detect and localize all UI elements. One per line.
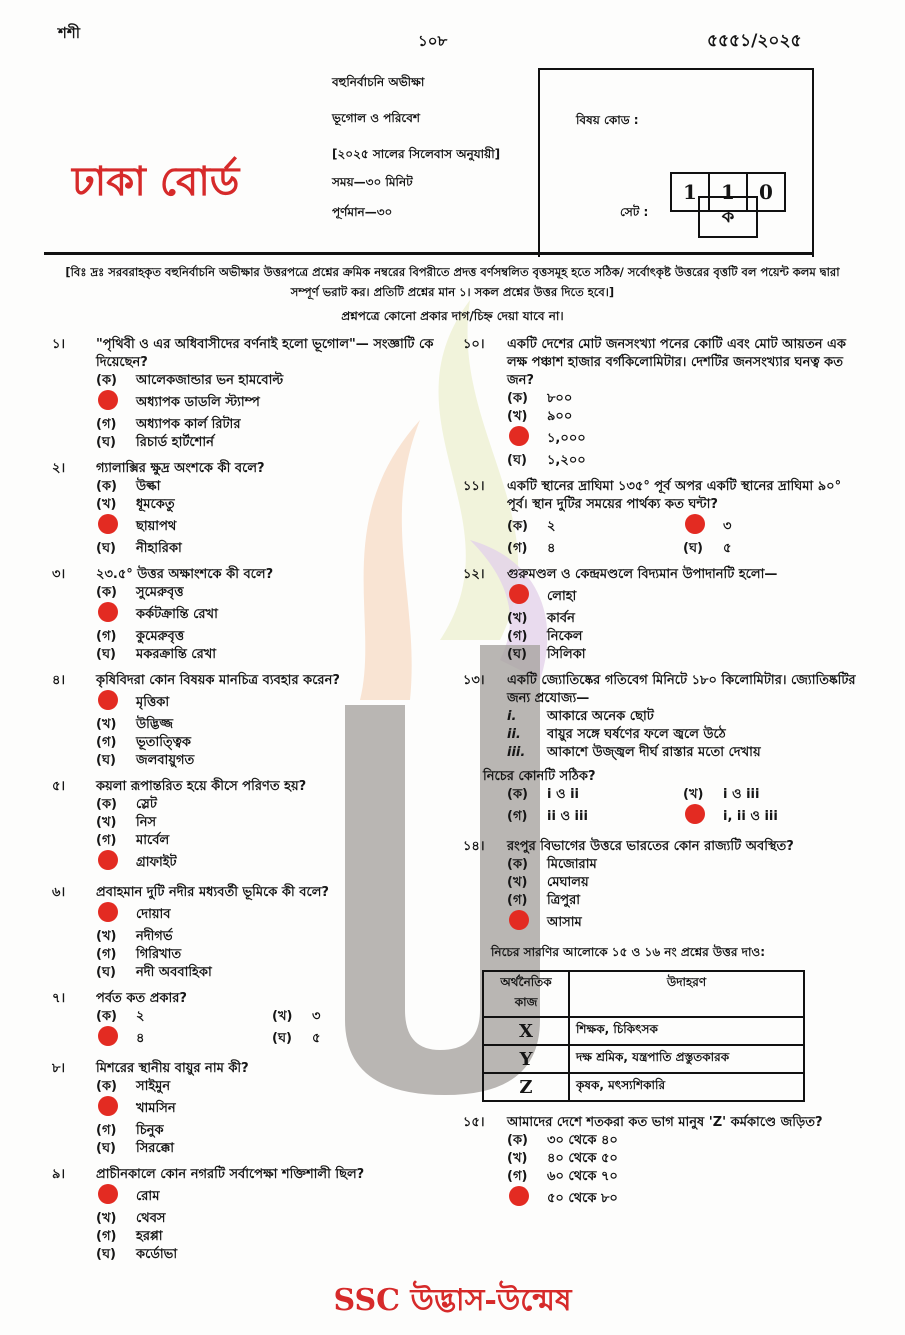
answer-option[interactable] [507,610,861,628]
option-text: ৫০ থেকে ৮০ [547,1191,618,1206]
option-text: ৩ [312,1009,321,1024]
table-header: উদাহরণ [569,971,804,1017]
answer-option[interactable] [507,646,861,664]
question-13 [463,672,861,830]
answer-option[interactable] [96,602,450,628]
answer-option[interactable] [507,514,683,540]
option-text: গ্রাফাইট [136,855,177,870]
answer-option[interactable] [683,540,853,558]
question-number: ১২। [463,567,485,582]
option-text: রিচার্ড হার্টশোর্ন [136,435,214,450]
subject-name: ভূগোল ও পরিবেশ [332,111,421,125]
answer-option[interactable] [507,390,861,408]
option-text: মৃত্তিকা [136,695,170,710]
option-text: ২ [136,1009,145,1024]
question-columns [0,336,905,1272]
answer-option[interactable] [96,372,450,390]
answer-option[interactable] [96,1026,272,1052]
option-text: মিজোরাম [547,857,597,872]
board-title: ঢাকা বোর্ড [72,159,240,205]
question-15 [463,1114,861,1212]
option-text: উদ্ভিজ্জ [136,717,174,732]
option-text: সিলিকা [547,647,586,662]
option-text: আলেকজান্ডার ভন হামবোল্ট [136,373,284,388]
option-text: ২ [547,519,556,534]
answer-option[interactable] [96,628,450,646]
answer-option[interactable] [683,804,853,830]
table-cell: Z [483,1073,569,1101]
option-label[interactable]: (গ) [96,947,117,962]
table-cell: দক্ষ শ্রমিক, যন্ত্রপাতি প্রস্তুতকারক [569,1045,804,1073]
answer-option[interactable] [507,408,861,426]
question-number: ৫। [52,779,66,794]
filled-answer-bubble-icon[interactable] [96,1184,136,1210]
option-text: নদী অববাহিকা [136,965,212,980]
answer-option[interactable] [507,1168,861,1186]
filled-answer-bubble-icon[interactable] [507,1186,547,1212]
answer-option[interactable] [96,514,450,540]
filled-answer-bubble-icon[interactable] [683,804,723,830]
answer-option[interactable] [96,1184,450,1210]
answer-option[interactable] [507,426,861,452]
notice: প্রশ্নপত্রে কোনো প্রকার দাগ/চিহ্ন দেয়া যাবে না। [341,309,564,323]
answer-option[interactable] [507,628,861,646]
page-number: ১০৮ [418,32,448,50]
filled-answer-bubble-icon[interactable] [507,910,547,936]
syllabus-note: [২০২৫ সালের সিলেবাস অনুযায়ী] [332,147,501,161]
option-label[interactable]: (গ) [96,833,117,848]
header-code: ৫৫৫১/২০২৫ [707,31,802,51]
option-label[interactable]: (গ) [96,629,117,644]
option-text: ধূমকেতু [136,497,175,512]
answer-option[interactable] [507,1150,861,1168]
option-label[interactable]: (ক) [507,1133,528,1148]
question-1 [52,336,450,452]
answer-option[interactable] [96,646,450,664]
option-label[interactable]: (ক) [96,1079,117,1094]
filled-answer-bubble-icon[interactable] [96,850,136,876]
option-text: i ও iii [723,787,760,802]
answer-option[interactable] [96,496,450,514]
option-text: ৩০ থেকে ৪০ [547,1133,618,1148]
option-label[interactable]: (ঘ) [96,1141,116,1156]
option-label[interactable]: (ঘ) [507,647,527,662]
question-4 [52,672,450,770]
question-11 [463,478,861,558]
option-text: i ও ii [547,787,579,802]
answer-option[interactable] [507,584,861,610]
question-text: রংপুর বিভাগের উত্তরে ভারতের কোন রাজ্যটি অবস্থিত? [507,839,794,854]
answer-option[interactable] [507,910,861,936]
question-number: ১৫। [463,1115,485,1130]
filled-answer-bubble-icon[interactable] [96,390,136,416]
option-text: অধ্যাপক কার্ল রিটার [136,417,241,432]
question-text: গ্যালাক্সির ক্ষুদ্র অংশকে কী বলে? [96,461,265,476]
statement-text: আকাশে উজ্জ্বল দীর্ঘ রাস্তার মতো দেখায় [547,745,761,760]
option-text: ৪০ থেকে ৫০ [547,1151,618,1166]
subject-code-digit: 1 [708,172,748,212]
question-text: "পৃথিবী ও এর অধিবাসীদের বর্ণনাই হলো ভূগোল"— সংজ্ঞাটি কে দিয়েছেন? [96,337,434,370]
option-label[interactable]: (ক) [96,797,117,812]
option-text: আসাম [547,915,582,930]
option-text: নিকেল [547,629,583,644]
answer-option[interactable] [507,856,861,874]
answer-option[interactable] [96,434,450,452]
answer-option[interactable] [96,1246,450,1264]
option-label[interactable]: (ক) [507,857,528,872]
answer-option[interactable] [96,478,450,496]
answer-option[interactable] [96,390,450,416]
question-number: ১৩। [463,673,485,688]
answer-option[interactable] [96,1008,272,1026]
answer-option[interactable] [96,690,450,716]
option-text: i, ii ও iii [723,809,778,824]
filled-answer-bubble-icon[interactable] [683,514,723,540]
answer-option[interactable] [507,786,683,804]
option-text: হরপ্পা [136,1229,163,1244]
answer-option[interactable] [272,1026,442,1052]
table-cell: Y [483,1045,569,1073]
option-text: সাইমুন [136,1079,171,1094]
question-12 [463,566,861,664]
option-text: খামসিন [136,1101,176,1116]
answer-option[interactable] [96,964,450,982]
answer-option[interactable] [507,1132,861,1150]
options-grid [507,514,861,558]
question-text: কয়লা রূপান্তরিত হয়ে কীসে পরিণত হয়? [96,779,307,794]
question-number: ৩। [52,567,66,582]
option-text: ৮০০ [547,391,573,406]
question-number: ৬। [52,885,66,900]
answer-option[interactable] [272,1008,442,1026]
option-text: জলবায়ুগত [136,753,195,768]
option-text: নীহারিকা [136,541,182,556]
table-header: অর্থনৈতিক কাজ [483,971,569,1017]
option-label[interactable]: (খ) [683,787,704,802]
answer-option[interactable] [96,832,450,850]
option-label[interactable]: (গ) [507,809,528,824]
sub-question: নিচের কোনটি সঠিক? [483,769,596,784]
answer-option[interactable] [96,1122,450,1140]
answer-option[interactable] [683,786,853,804]
option-text: ছায়াপথ [136,519,177,534]
option-label[interactable]: (গ) [507,541,528,556]
answer-option[interactable] [507,804,683,830]
option-label[interactable]: (ঘ) [507,453,527,468]
option-text: নদীগর্ভ [136,929,173,944]
question-5 [52,778,450,876]
option-text: ৪ [136,1031,145,1046]
table-cell: কৃষক, মৎস্যশিকারি [569,1073,804,1101]
answer-option[interactable] [96,928,450,946]
table-row [483,1045,804,1073]
question-text: একটি স্থানের দ্রাঘিমা ১৩৫° পূর্ব অপর একটি স্থানের দ্রাঘিমা ৯০° পূর্ব। স্থান দুটির সময়ের পার্থক্য কত ঘন্টা? [507,479,842,512]
answer-option[interactable] [96,1096,450,1122]
option-text: ৬০ থেকে ৭০ [547,1169,618,1184]
exam-type: বহুনির্বাচনি অভীক্ষা [332,75,425,89]
question-text: মিশরের স্থানীয় বায়ুর নাম কী? [96,1061,249,1076]
answer-option[interactable] [96,584,450,602]
option-label[interactable]: (খ) [507,875,528,890]
filled-answer-bubble-icon[interactable] [96,1096,136,1122]
option-label[interactable]: (খ) [96,815,117,830]
option-label[interactable]: (ক) [507,787,528,802]
answer-option[interactable] [96,1228,450,1246]
option-text: মার্বেল [136,833,170,848]
answer-option[interactable] [96,734,450,752]
option-label[interactable]: (গ) [507,1169,528,1184]
instructions: [বিঃ দ্রঃ সরবরাহকৃত বহুনির্বাচনি অভীক্ষার উত্তরপত্রে প্রশ্নের ক্রমিক নম্বরের বিপরীতে প্রদত্ত বর্ণসম্বলিত বৃত্তসমূহ হতে সঠিক/ সর্বোৎকৃষ্ট উত্তরের বৃত্তটি বল পয়েন্ট কলম দ্বারা সম্পূর্ণ ভরাট কর। প্রতিটি প্রশ্নের মান ১। সকল প্রশ্নের উত্তর দিতে হবে।] [65,265,840,299]
option-label[interactable]: (ঘ) [96,435,116,450]
question-text: প্রবাহমান দুটি নদীর মধ্যবর্তী ভূমিকে কী বলে? [96,885,329,900]
statement-label: ii. [507,727,521,742]
answer-option[interactable] [507,1186,861,1212]
question-number: ৭। [52,991,66,1006]
question-text: কৃষিবিদরা কোন বিষয়ক মানচিত্র ব্যবহার করেন? [96,673,340,688]
answer-option[interactable] [507,892,861,910]
table-row [483,1073,804,1101]
economic-activity-table [482,970,805,1102]
statement [507,726,861,744]
question-text: প্রাচীনকালে কোন নগরটি সর্বাপেক্ষা শক্তিশালী ছিল? [96,1167,365,1182]
option-text: কুমেরুবৃত্ত [136,629,185,644]
set-label: সেট : [620,205,649,219]
question-number: ১। [52,337,66,352]
option-label[interactable]: (খ) [507,409,528,424]
option-text: ii ও iii [547,809,588,824]
option-text: উল্কা [136,479,161,494]
option-text: মকরক্রান্তি রেখা [136,647,217,662]
question-text: আমাদের দেশে শতকরা কত ভাগ মানুষ 'Z' কর্মকাণ্ডে জড়িত? [507,1115,823,1130]
answer-option[interactable] [96,416,450,434]
question-number: ৮। [52,1061,66,1076]
question-2 [52,460,450,558]
filled-answer-bubble-icon[interactable] [96,514,136,540]
option-text: ৫ [723,541,732,556]
full-marks: পূর্ণমান—৩০ [332,205,393,219]
question-7 [52,990,450,1052]
filled-answer-bubble-icon[interactable] [96,690,136,716]
subject-code-label: বিষয় কোড : [576,113,639,127]
question-text: ২৩.৫° উত্তর অক্ষাংশকে কী বলে? [96,567,274,582]
question-number: ৯। [52,1167,66,1182]
statement-label: i. [507,709,517,724]
option-text: কর্কটক্রান্তি রেখা [136,607,218,622]
option-label[interactable]: (ঘ) [96,753,116,768]
option-text: দোয়াব [136,907,171,922]
table-cell: X [483,1017,569,1045]
statement-text: আকারে অনেক ছোট [547,709,654,724]
table-intro: নিচের সারণির আলোকে ১৫ ও ১৬ নং প্রশ্নের উত্তর দাও: [491,945,766,959]
answer-option[interactable] [96,946,450,964]
option-label[interactable]: (ক) [96,585,117,600]
option-label[interactable]: (ক) [507,391,528,406]
option-text: নিস [136,815,157,830]
answer-option[interactable] [507,452,861,470]
left-column [52,336,450,1272]
answer-option[interactable] [96,1140,450,1158]
option-text: ৪ [547,541,556,556]
question-10 [463,336,861,470]
question-number: ১০। [463,337,485,352]
subject-code-digit: 1 [670,172,710,212]
option-text: লোহা [547,589,577,604]
option-text: ১,০০০ [547,431,586,446]
answer-option[interactable] [96,814,450,832]
subject-code-digit: 0 [746,172,786,212]
option-label[interactable]: (খ) [96,717,117,732]
option-label[interactable]: (গ) [96,1229,117,1244]
option-label[interactable]: (ক) [96,479,117,494]
question-14 [463,838,861,936]
option-label[interactable]: (ঘ) [96,541,116,556]
option-label[interactable]: (খ) [96,929,117,944]
option-text: ৩ [723,519,732,534]
option-text: চিনুক [136,1123,164,1138]
option-text: ১,২০০ [547,453,586,468]
option-label[interactable]: (খ) [507,611,528,626]
option-label[interactable]: (ঘ) [96,647,116,662]
question-text: একটি দেশের মোট জনসংখ্যা পনের কোটি এবং মোট আয়তন এক লক্ষ পঞ্চাশ হাজার বর্গকিলোমিটার। দেশটির জনসংখ্যার ঘনত্ব কত জন? [507,337,846,388]
table-row [483,1017,804,1045]
question-6 [52,884,450,982]
statement [507,744,861,762]
option-label[interactable]: (ঘ) [96,965,116,980]
answer-option[interactable] [96,902,450,928]
exam-time: সময়—৩০ মিনিট [332,175,413,189]
option-text: সিরক্কো [136,1141,175,1156]
statement-label: iii. [507,745,526,760]
answer-option[interactable] [507,540,683,558]
answer-option[interactable] [96,796,450,814]
filled-answer-bubble-icon[interactable] [96,902,136,928]
option-label[interactable]: (ঘ) [272,1031,292,1046]
option-label[interactable]: (গ) [507,629,528,644]
option-text: সুমেরুবৃত্ত [136,585,184,600]
right-column [463,336,861,1272]
options-grid [96,1008,450,1052]
answer-option[interactable] [96,850,450,876]
question-3 [52,566,450,664]
answer-option[interactable] [96,752,450,770]
option-label[interactable]: (খ) [96,497,117,512]
answer-option[interactable] [683,514,853,540]
option-text: কর্ডোভা [136,1247,178,1262]
option-label[interactable]: (গ) [96,1123,117,1138]
question-number: ১১। [463,479,485,494]
option-label[interactable]: (ঘ) [683,541,703,556]
option-label[interactable]: (গ) [507,893,528,908]
option-label[interactable]: (খ) [272,1009,293,1024]
option-label[interactable]: (ক) [96,1009,117,1024]
option-text: কার্বন [547,611,575,626]
options-grid [507,786,861,830]
option-text: ত্রিপুরা [547,893,581,908]
option-text: মেঘালয় [547,875,589,890]
filled-answer-bubble-icon[interactable] [507,584,547,610]
option-label[interactable]: (ক) [507,519,528,534]
header-left: শশী [58,24,81,42]
question-number: ৪। [52,673,66,688]
option-text: স্লেট [136,797,157,812]
set-value: ক [698,196,758,238]
option-label[interactable]: (খ) [507,1151,528,1166]
statement [507,708,861,726]
answer-option[interactable] [96,1210,450,1228]
answer-option[interactable] [96,540,450,558]
option-text: ভূতাত্ত্বিক [136,735,192,750]
footer-brand: SSC উদ্ভাস-উন্মেষ [333,1283,572,1318]
question-9 [52,1166,450,1264]
option-text: রোম [136,1189,160,1204]
question-text: পর্বত কত প্রকার? [96,991,187,1006]
option-label[interactable]: (খ) [96,1211,117,1226]
filled-answer-bubble-icon[interactable] [507,426,547,452]
question-text: একটি জ্যোতিষ্কের গতিবেগ মিনিটে ১৮০ কিলোমিটার। জ্যোতিষ্কটির জন্য প্রযোজ্য— [507,673,856,706]
filled-answer-bubble-icon[interactable] [96,602,136,628]
answer-option[interactable] [96,716,450,734]
question-number: ১৪। [463,839,485,854]
option-text: থেবস [136,1211,166,1226]
table-cell: শিক্ষক, চিকিৎসক [569,1017,804,1045]
option-text: ৫ [312,1031,321,1046]
filled-answer-bubble-icon[interactable] [96,1026,136,1052]
answer-option[interactable] [507,874,861,892]
question-text: গুরুমণ্ডল ও কেন্দ্রমণ্ডলে বিদ্যমান উপাদানটি হলো— [507,567,778,582]
option-text: ৯০০ [547,409,573,424]
option-label[interactable]: (ঘ) [96,1247,116,1262]
option-label[interactable]: (গ) [96,735,117,750]
answer-option[interactable] [96,1078,450,1096]
option-label[interactable]: (ক) [96,373,117,388]
question-8 [52,1060,450,1158]
option-text: গিরিখাত [136,947,182,962]
option-label[interactable]: (গ) [96,417,117,432]
question-number: ২। [52,461,66,476]
statement-text: বায়ুর সঙ্গে ঘর্ষণের ফলে জ্বলে উঠে [547,727,726,742]
option-text: অধ্যাপক ডাডলি স্ট্যাম্প [136,395,260,410]
